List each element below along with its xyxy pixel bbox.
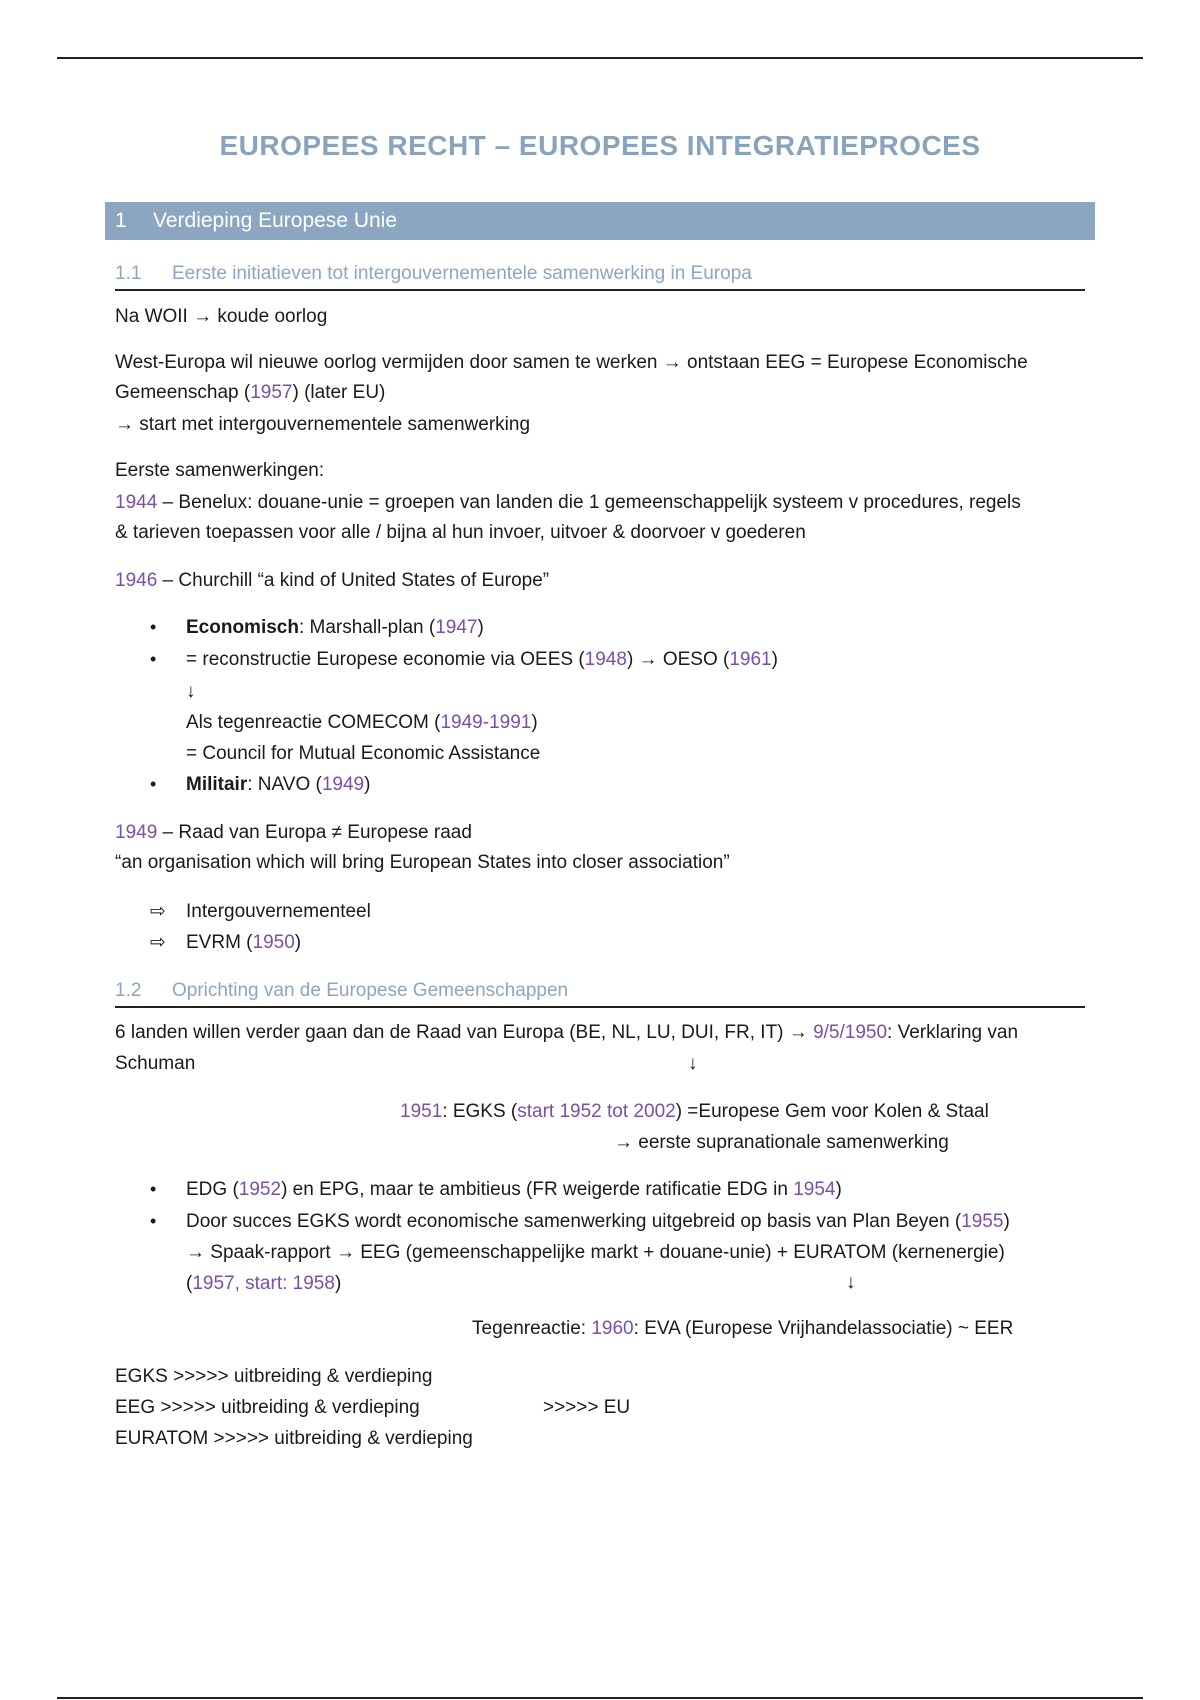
paragraph-start-intergouvernementeel: → start met intergouvernementele samenwerking — [115, 414, 531, 435]
year: 1944 — [115, 492, 158, 513]
text: 6 landen willen verder gaan dan de Raad van Europa (BE, NL, LU, DUI, FR, IT) → — [115, 1022, 814, 1043]
year: 1960 — [591, 1318, 634, 1339]
year: 1947 — [435, 617, 478, 638]
year: 1952 — [238, 1179, 282, 1200]
bottom-rule — [57, 1697, 1143, 1699]
year: 1946 — [115, 570, 158, 591]
paragraph-quote: “an organisation which will bring European States into closer association” — [115, 852, 730, 873]
text: Door succes EGKS wordt economische samenwerking uitgebreid op basis van Plan Beyen ( — [186, 1211, 962, 1232]
text: : Verklaring van — [887, 1022, 1019, 1043]
text: ) → OESO ( — [626, 649, 730, 670]
text: ) — [531, 712, 538, 733]
text: : NAVO ( — [247, 774, 322, 795]
year: 1961 — [729, 649, 772, 670]
line-eeg: EEG >>>>> uitbreiding & verdieping — [115, 1397, 420, 1418]
text: ) — [294, 932, 302, 953]
year: 1955 — [961, 1211, 1004, 1232]
paragraph-koude-oorlog: Na WOII → koude oorlog — [115, 306, 328, 327]
text: ) en EPG, maar te ambitieus (FR weigerde ratificatie EDG in — [281, 1179, 794, 1200]
heading-1-2-number: 1.2 — [115, 980, 142, 1001]
heading-1-2-label: Oprichting van de Europese Gemeenschappen — [172, 980, 569, 1001]
spaak-rapport-line: → Spaak-rapport → EEG (gemeenschappelijke markt + douane-unie) + EURATOM (kernenergie) — [186, 1242, 1005, 1263]
bullet-reconstructie — [150, 644, 778, 675]
year: 1951 — [400, 1101, 443, 1122]
year: 1948 — [584, 649, 627, 670]
text: EVRM ( — [186, 932, 253, 953]
paragraph-egks — [400, 1097, 989, 1127]
paragraph-west-europa: West-Europa wil nieuwe oorlog vermijden door samen te werken → ontstaan EEG = Europese Economische — [115, 352, 1028, 373]
year-span: start 1952 tot 2002 — [517, 1101, 676, 1122]
paragraph-tegenreactie — [472, 1314, 1013, 1344]
heading-1 — [105, 202, 1095, 240]
text: : EVA (Europese Vrijhandelassociatie) ~ EER — [633, 1318, 1014, 1339]
year: 1954 — [793, 1179, 836, 1200]
text: – Benelux: douane-unie = groepen van landen die 1 gemeenschappelijk systeem v procedures, regels — [157, 492, 1021, 513]
eeg-dates-line — [186, 1268, 341, 1299]
bullet-icon: • — [150, 774, 157, 794]
text: – Raad van Europa ≠ Europese raad — [157, 822, 472, 843]
paragraph-gemeenschap — [115, 378, 1095, 408]
line-eu: >>>>> EU — [543, 1397, 631, 1418]
arrow-item-intergouvernementeel — [150, 896, 371, 927]
top-rule — [57, 57, 1143, 59]
year-span: 1957, start: 1958 — [192, 1273, 335, 1294]
bullet-economisch — [150, 612, 484, 643]
bullet-icon: • — [150, 649, 157, 669]
text: Als tegenreactie COMECOM ( — [186, 712, 441, 733]
line-euratom: EURATOM >>>>> uitbreiding & verdieping — [115, 1428, 473, 1449]
year: 1949 — [321, 774, 365, 795]
text: = reconstructie Europese economie via OEES ( — [186, 649, 585, 670]
bullet-icon: • — [150, 1179, 157, 1199]
text: – Churchill “a kind of United States of Europe” — [157, 570, 550, 591]
text: : Marshall-plan ( — [298, 617, 436, 638]
down-arrow-icon: ↓ — [186, 681, 196, 702]
text: : EGKS ( — [442, 1101, 518, 1122]
text: ) (later EU) — [292, 382, 386, 403]
line-egks: EGKS >>>>> uitbreiding & verdieping — [115, 1366, 433, 1387]
heading-1-2 — [115, 980, 1085, 1008]
paragraph-benelux — [115, 488, 1095, 518]
paragraph-zes-landen — [115, 1018, 1095, 1048]
bullet-succes-egks — [150, 1206, 1010, 1237]
text: ) — [1003, 1211, 1010, 1232]
text: Tegenreactie: — [472, 1318, 592, 1339]
council-line: = Council for Mutual Economic Assistance — [186, 743, 541, 764]
arrow-item-evrm — [150, 927, 301, 958]
heading-1-label: Verdieping Europese Unie — [153, 209, 398, 232]
paragraph-churchill — [115, 566, 1095, 596]
year: 1949 — [115, 822, 158, 843]
text: Gemeenschap ( — [115, 382, 251, 403]
paragraph-raad-van-europa — [115, 818, 1095, 848]
paragraph-eerste-samenwerkingen: Eerste samenwerkingen: — [115, 460, 325, 481]
bold-label: Militair — [186, 774, 248, 795]
bullet-icon: • — [150, 1211, 157, 1231]
bold-label: Economisch — [186, 617, 299, 638]
paragraph-schuman: Schuman — [115, 1053, 196, 1074]
text: ) — [477, 617, 484, 638]
text: ) — [334, 1273, 342, 1294]
text: ) — [771, 649, 778, 670]
bullet-edg — [150, 1174, 842, 1205]
text: Intergouvernementeel — [186, 901, 371, 922]
text: ) — [364, 774, 371, 795]
down-arrow-icon: ↓ — [688, 1053, 698, 1074]
arrow-icon: ⇨ — [150, 932, 166, 953]
paragraph-benelux-cont: & tarieven toepassen voor alle / bijna al hun invoer, uitvoer & doorvoer v goederen — [115, 522, 806, 543]
heading-1-1 — [115, 263, 1085, 291]
text: ) =Europese Gem voor Kolen & Staal — [675, 1101, 989, 1122]
heading-1-number: 1 — [115, 209, 127, 232]
comecom-line — [186, 707, 538, 738]
bullet-icon: • — [150, 617, 157, 637]
heading-1-1-label: Eerste initiatieven tot intergouvernementele samenwerking in Europa — [172, 263, 752, 284]
year: 1957 — [250, 382, 293, 403]
heading-1-1-number: 1.1 — [115, 263, 142, 284]
arrow-icon: ⇨ — [150, 901, 166, 922]
page-title: EUROPEES RECHT – EUROPEES INTEGRATIEPROCES — [219, 130, 981, 161]
down-arrow-icon: ↓ — [846, 1272, 856, 1293]
paragraph-supranationaal: → eerste supranationale samenwerking — [614, 1132, 949, 1153]
date: 9/5/1950 — [813, 1022, 888, 1043]
text: EDG ( — [186, 1179, 239, 1200]
bullet-militair — [150, 769, 370, 800]
text: ( — [186, 1273, 193, 1294]
year: 1949-1991 — [440, 712, 532, 733]
text: ) — [835, 1179, 842, 1200]
year: 1950 — [252, 932, 295, 953]
